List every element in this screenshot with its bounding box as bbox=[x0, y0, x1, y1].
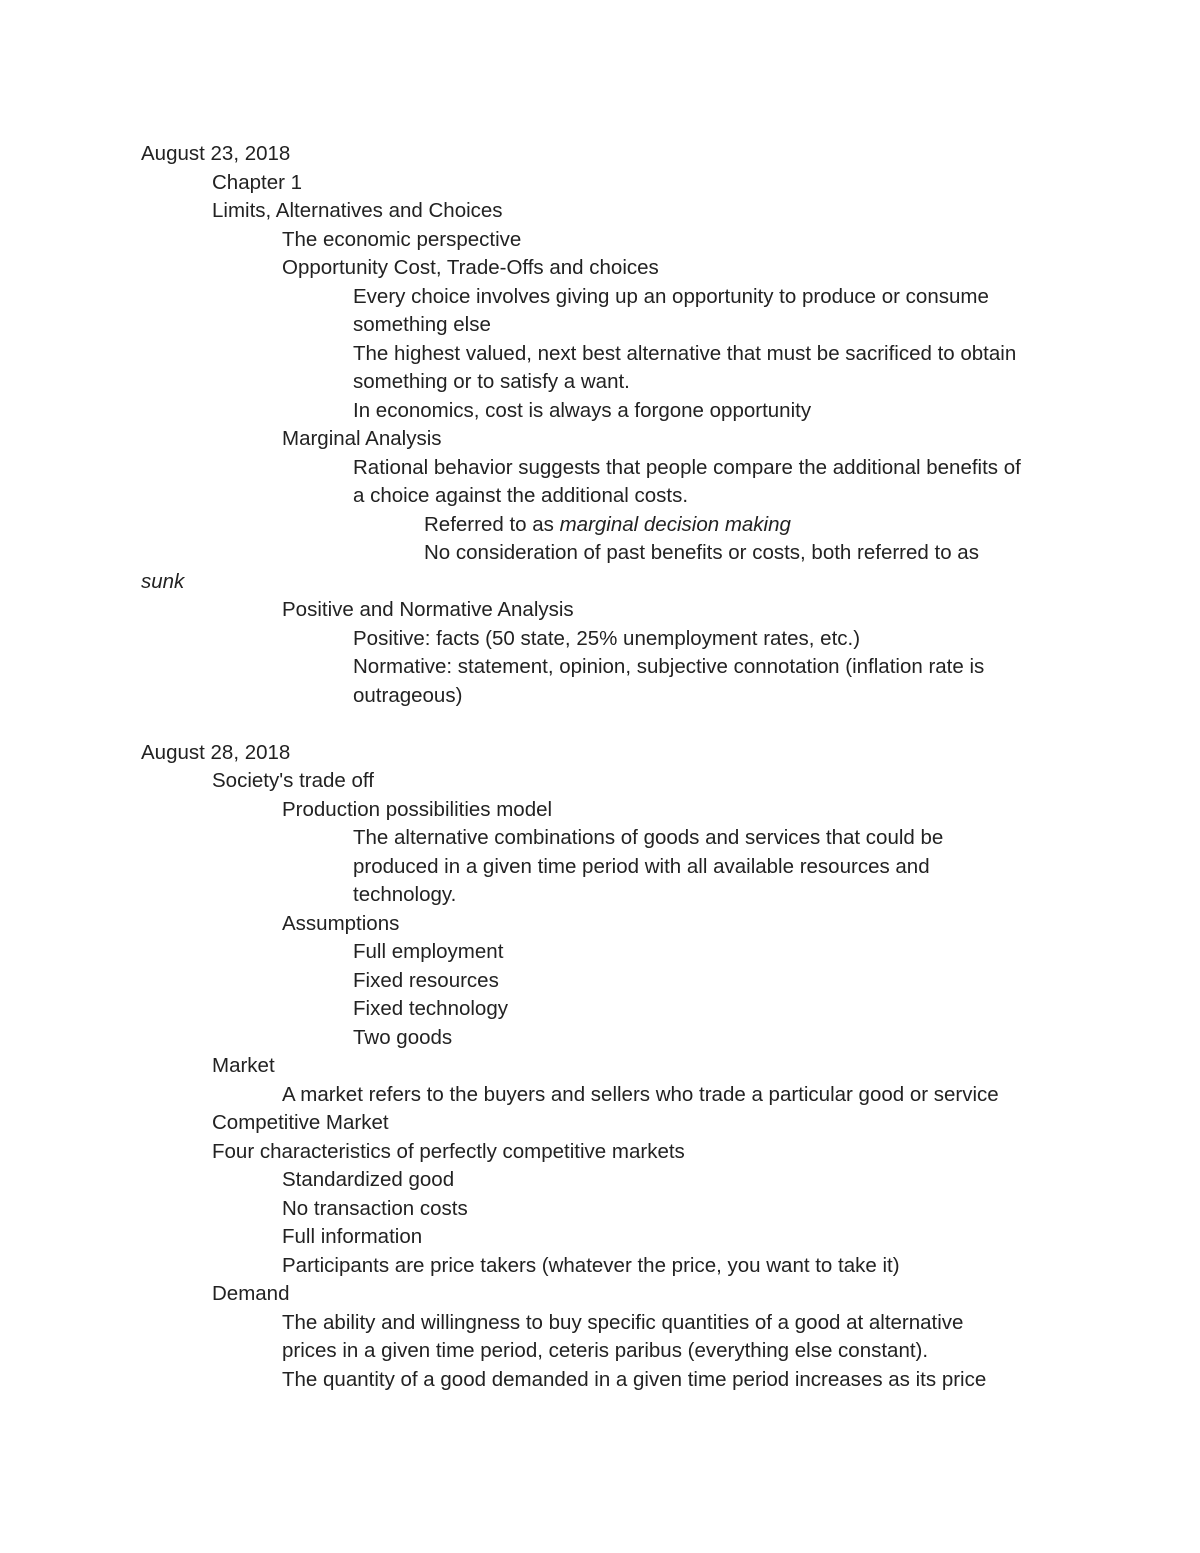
note-line: No consideration of past benefits or costs, both referred to as bbox=[424, 541, 979, 564]
note-line: something else bbox=[353, 313, 491, 336]
subtopic-line: The economic perspective bbox=[282, 227, 522, 251]
subtopic-line: Positive and Normative Analysis bbox=[282, 598, 574, 621]
note-line: Two goods bbox=[353, 1025, 453, 1049]
subtopic-line: prices in a given time period, ceteris paribus (everything else constant). bbox=[282, 1339, 929, 1362]
date-heading: August 23, 2018 bbox=[141, 142, 291, 165]
chapter-heading: Chapter 1 bbox=[212, 170, 303, 194]
topic-heading: Society's trade off bbox=[212, 769, 374, 792]
note-line: outrageous) bbox=[353, 683, 463, 707]
note-line: produced in a given time period with all available resources and bbox=[353, 854, 930, 878]
note-line: Rational behavior suggests that people compare the additional benefits of bbox=[353, 455, 1021, 479]
subtopic-line: Marginal Analysis bbox=[282, 427, 442, 450]
note-line: The alternative combinations of goods and services that could be bbox=[353, 826, 944, 849]
blank-line bbox=[0, 710, 1200, 739]
topic-heading: Four characteristics of perfectly competitive markets bbox=[212, 1139, 685, 1163]
note-line: technology. bbox=[353, 883, 457, 906]
notes-document bbox=[0, 140, 1200, 1394]
subtopic-line: Full information bbox=[282, 1225, 423, 1248]
subtopic-line: Assumptions bbox=[282, 911, 400, 935]
subtopic-line: Standardized good bbox=[282, 1168, 455, 1191]
topic-heading: Market bbox=[212, 1054, 275, 1077]
note-line: Fixed resources bbox=[353, 968, 499, 992]
note-line: In economics, cost is always a forgone opportunity bbox=[353, 398, 812, 422]
italic-term: sunk bbox=[141, 569, 185, 593]
note-line: Fixed technology bbox=[353, 997, 508, 1020]
subtopic-line: The quantity of a good demanded in a given time period increases as its price bbox=[282, 1367, 987, 1391]
note-line bbox=[0, 511, 1200, 540]
subtopic-line: Opportunity Cost, Trade-Offs and choices bbox=[282, 256, 659, 279]
note-line: a choice against the additional costs. bbox=[353, 484, 689, 507]
note-line: The highest valued, next best alternative that must be sacrificed to obtain bbox=[353, 341, 1017, 365]
italic-term: marginal decision making bbox=[559, 512, 791, 536]
note-line: Every choice involves giving up an opportunity to produce or consume bbox=[353, 284, 989, 308]
topic-heading: Competitive Market bbox=[212, 1111, 389, 1134]
subtopic-line: A market refers to the buyers and sellers who trade a particular good or service bbox=[282, 1082, 999, 1106]
note-line-wrap bbox=[0, 568, 1200, 597]
subtopic-line: Participants are price takers (whatever the price, you want to take it) bbox=[282, 1253, 900, 1277]
date-heading: August 28, 2018 bbox=[141, 740, 291, 764]
topic-heading: Demand bbox=[212, 1282, 290, 1305]
note-line: Positive: facts (50 state, 25% unemployment rates, etc.) bbox=[353, 626, 861, 650]
note-line: something or to satisfy a want. bbox=[353, 370, 630, 393]
subtopic-line: Production possibilities model bbox=[282, 797, 553, 821]
topic-heading: Limits, Alternatives and Choices bbox=[212, 199, 503, 222]
note-line: Normative: statement, opinion, subjective connotation (inflation rate is bbox=[353, 655, 985, 678]
note-text: Referred to as bbox=[424, 512, 560, 536]
subtopic-line: The ability and willingness to buy specific quantities of a good at alternative bbox=[282, 1310, 964, 1334]
note-line: Full employment bbox=[353, 940, 504, 963]
subtopic-line: No transaction costs bbox=[282, 1196, 468, 1220]
